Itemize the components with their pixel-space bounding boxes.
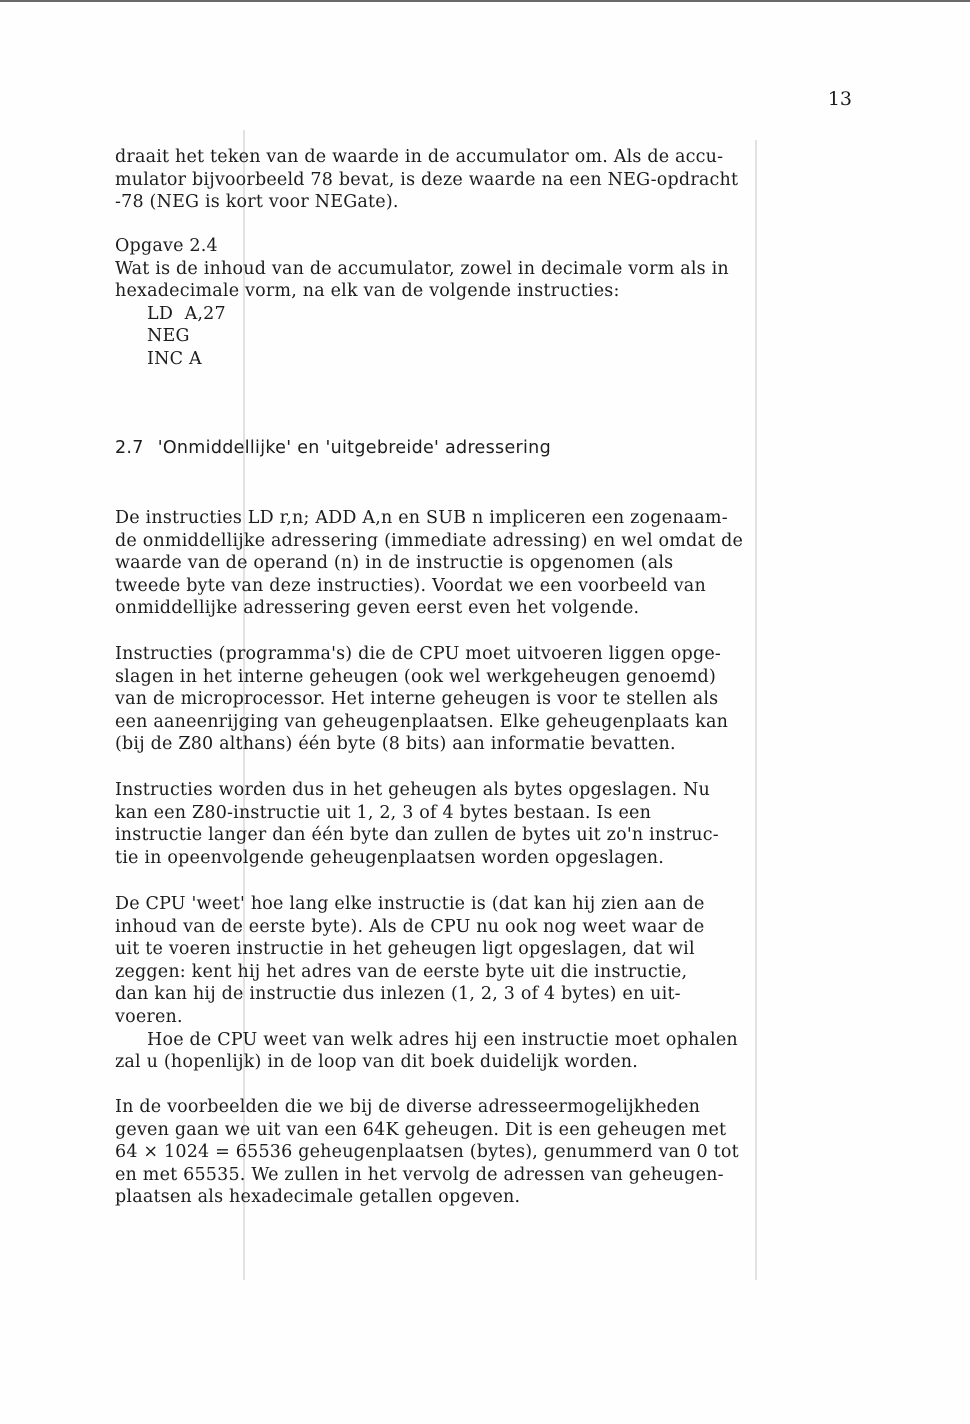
text-line: inhoud van de eerste byte). Als de CPU nu ook nog weet waar de	[115, 916, 705, 937]
paragraph-immediate-addressing	[115, 507, 850, 620]
paragraph-internal-memory	[115, 643, 850, 756]
text-line: In de voorbeelden die we bij de diverse adresseermogelijkheden	[115, 1097, 701, 1117]
text-line: de onmiddellijke adressering (immediate adressing) en wel omdat de	[115, 530, 744, 551]
text-line: onmiddellijke adressering geven eerst even het volgende.	[115, 598, 640, 619]
text-line: draait het teken van de waarde in de accumulator om. Als de accu-	[115, 147, 724, 167]
text-line: -78 (NEG is kort voor NEGate).	[115, 192, 399, 213]
text-line: hexadecimale vorm, na elk van de volgende instructies:	[115, 281, 620, 302]
text-line: geven gaan we uit van een 64K geheugen. Dit is een geheugen met	[115, 1119, 727, 1140]
text-line: mulator bijvoorbeeld 78 bevat, is deze waarde na een NEG-opdracht	[115, 169, 739, 190]
text-line: slagen in het interne geheugen (ook wel werkgeheugen genoemd)	[115, 666, 716, 687]
text-line: tie in opeenvolgende geheugenplaatsen worden opgeslagen.	[115, 847, 665, 868]
exercise-block	[115, 235, 850, 371]
text-line: plaatsen als hexadecimale getallen opgeven.	[115, 1187, 521, 1208]
paragraph-cpu-knows	[115, 893, 850, 1074]
page-number: 13	[827, 88, 852, 110]
text-line: 64 × 1024 = 65536 geheugenplaatsen (bytes), genummerd van 0 tot	[115, 1142, 739, 1163]
text-line: zeggen: kent hij het adres van de eerste byte uit die instructie,	[115, 961, 688, 982]
intro-paragraph	[115, 146, 850, 214]
text-line: De CPU 'weet' hoe lang elke instructie is (dat kan hij zien aan de	[115, 894, 705, 914]
text-line: waarde van de operand (n) in de instructie is opgenomen (als	[115, 553, 674, 574]
paragraph-64k-memory	[115, 1096, 850, 1209]
text-line: Instructies (programma's) die de CPU moet uitvoeren liggen opge-	[115, 644, 722, 664]
text-line: Instructies worden dus in het geheugen als bytes opgeslagen. Nu	[115, 780, 710, 800]
section-number: 2.7	[115, 438, 144, 458]
text-line: van de microprocessor. Het interne geheugen is voor te stellen als	[115, 689, 719, 710]
section-title: 'Onmiddellijke' en 'uitgebreide' adressering	[157, 438, 551, 458]
text-line: dan kan hij de instructie dus inlezen (1, 2, 3 of 4 bytes) en uit-	[115, 984, 681, 1005]
code-line: NEG	[147, 326, 190, 347]
text-line: voeren.	[115, 1006, 183, 1027]
text-line: een aaneenrijging van geheugenplaatsen. Elke geheugenplaats kan	[115, 711, 729, 732]
text-line: tweede byte van deze instructies). Voordat we een voorbeeld van	[115, 575, 706, 596]
text-line: uit te voeren instructie in het geheugen ligt opgeslagen, dat wil	[115, 939, 695, 960]
text-line: Hoe de CPU weet van welk adres hij een instructie moet ophalen	[147, 1029, 738, 1050]
text-line: kan een Z80-instructie uit 1, 2, 3 of 4 bytes bestaan. Is een	[115, 802, 652, 823]
section-heading	[115, 438, 551, 458]
code-line: INC A	[147, 348, 202, 369]
top-border	[0, 0, 970, 2]
text-line: (bij de Z80 althans) één byte (8 bits) aan informatie bevatten.	[115, 734, 676, 755]
text-line: De instructies LD r,n; ADD A,n en SUB n impliceren een zogenaam-	[115, 508, 728, 528]
text-line: zal u (hopenlijk) in de loop van dit boek duidelijk worden.	[115, 1052, 639, 1073]
paragraph-instruction-bytes	[115, 779, 850, 869]
text-line: en met 65535. We zullen in het vervolg de adressen van geheugen-	[115, 1164, 724, 1185]
code-line: LD A,27	[147, 303, 226, 324]
exercise-title: Opgave 2.4	[115, 236, 218, 256]
text-line: Wat is de inhoud van de accumulator, zowel in decimale vorm als in	[115, 258, 729, 279]
text-line: instructie langer dan één byte dan zullen de bytes uit zo'n instruc-	[115, 825, 719, 846]
